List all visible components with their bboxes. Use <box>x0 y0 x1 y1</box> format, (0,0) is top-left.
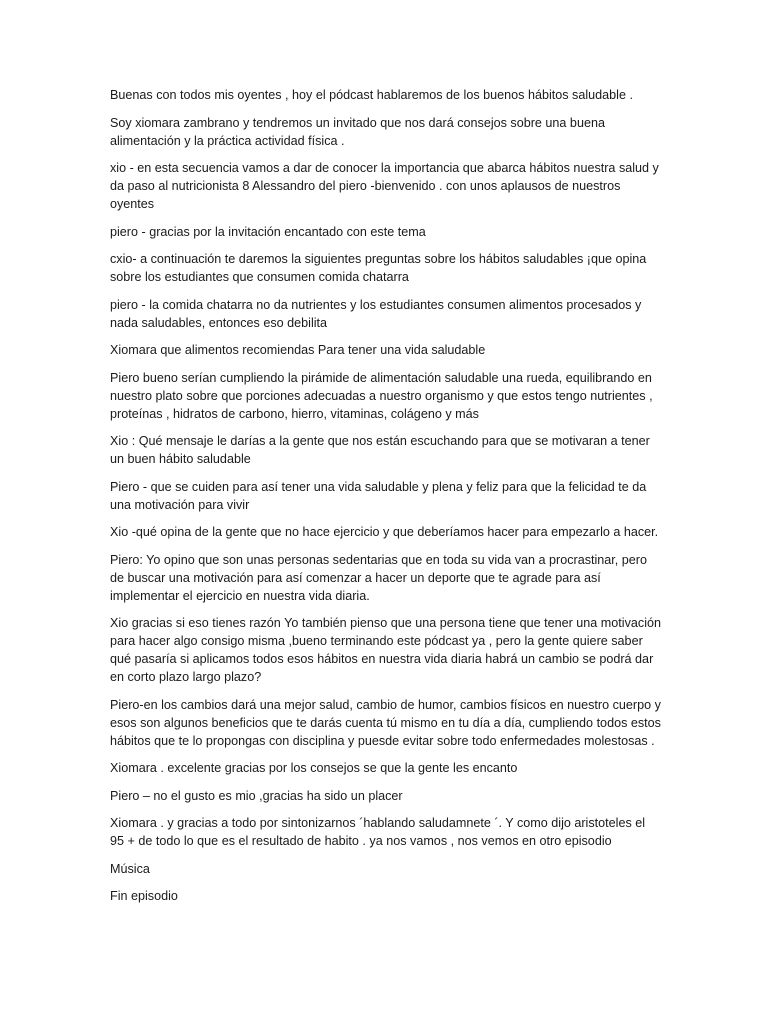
document-body <box>110 86 662 915</box>
paragraph-host-introduction: Soy xiomara zambrano y tendremos un invitado que nos dará consejos sobre una buena alimentación y la práctica actividad física . <box>110 115 605 148</box>
paragraph-guest-thanks: piero - gracias por la invitación encantado con este tema <box>110 224 426 239</box>
paragraph-closing: Xiomara . y gracias a todo por sintonizarnos ´hablando saludamnete ´. Y como dijo aristoteles el 95 + de todo lo que es el resultado de habito . ya nos vamos , nos vemos en otro episodio <box>110 816 646 848</box>
paragraph-answer-foods: Piero bueno serían cumpliendo la pirámide de alimentación saludable una rueda, equilibrando en nuestro plato sobre que porciones adecuadas a nuestro organismo y que estos tengo nutrientes , proteínas , hidratos de carbono, hierro, vitaminas, colágeno y más <box>110 370 653 421</box>
paragraph-guest-farewell: Piero – no el gusto es mio ,gracias ha sido un placer <box>110 788 403 803</box>
paragraph-guest-welcome: xio - en esta secuencia vamos a dar de conocer la importancia que abarca hábitos nuestra salud y da paso al nutricionista 8 Alessandro del piero -bienvenido . con unos aplausos de nuestros oyentes <box>110 161 659 211</box>
paragraph-intro: Buenas con todos mis oyentes , hoy el pódcast hablaremos de los buenos hábitos saludable . <box>110 88 633 102</box>
paragraph-question-foods: Xiomara que alimentos recomiendas Para tener una vida saludable <box>110 343 486 357</box>
paragraph-question-exercise: Xio -qué opina de la gente que no hace ejercicio y que deberíamos hacer para empezarlo a hacer. <box>110 525 659 539</box>
paragraph-answer-message: Piero - que se cuiden para así tener una vida saludable y plena y feliz para que la felicidad te da una motivación para vivir <box>110 479 647 512</box>
paragraph-answer-junk-food: piero - la comida chatarra no da nutrientes y los estudiantes consumen alimentos procesados y nada saludables, entonces eso debilita <box>110 297 642 330</box>
paragraph-answer-exercise: Piero: Yo opino que son unas personas sedentarias que en toda su vida van a procrastinar, pero de buscar una motivación para así comenzar a hacer un deporte que te agrade para así implementar el ejercicio en nuestra vida diaria. <box>110 552 648 603</box>
paragraph-question-junk-food: cxio- a continuación te daremos la siguientes preguntas sobre los hábitos saludables ¡que opina sobre los estudiantes que consumen comida chatarra <box>110 252 647 284</box>
paragraph-question-message: Xio : Qué mensaje le darías a la gente que nos están escuchando para que se motivaran a tener un buen hábito saludable <box>110 434 650 466</box>
paragraph-end-episode: Fin episodio <box>110 889 178 903</box>
paragraph-host-thanks: Xiomara . excelente gracias por los consejos se que la gente les encanto <box>110 761 518 775</box>
paragraph-answer-changes: Piero-en los cambios dará una mejor salud, cambio de humor, cambios físicos en nuestro cuerpo y esos son algunos beneficios que te darás cuenta tú mismo en tu día a día, cumpliendo todos estos hábitos que te lo propongas con disciplina y puesde evitar sobre todo enfermedades molestosas . <box>110 697 661 748</box>
paragraph-question-changes: Xio gracias si eso tienes razón Yo también pienso que una persona tiene que tener una motivación para hacer algo consigo misma ,bueno terminando este pódcast ya , pero la gente quiere saber qué pasaría si aplicamos todos esos hábitos en nuestra vida diaria habrá un cambio se podrá dar en corto plazo largo plazo? <box>110 616 661 684</box>
paragraph-music: Música <box>110 861 150 876</box>
